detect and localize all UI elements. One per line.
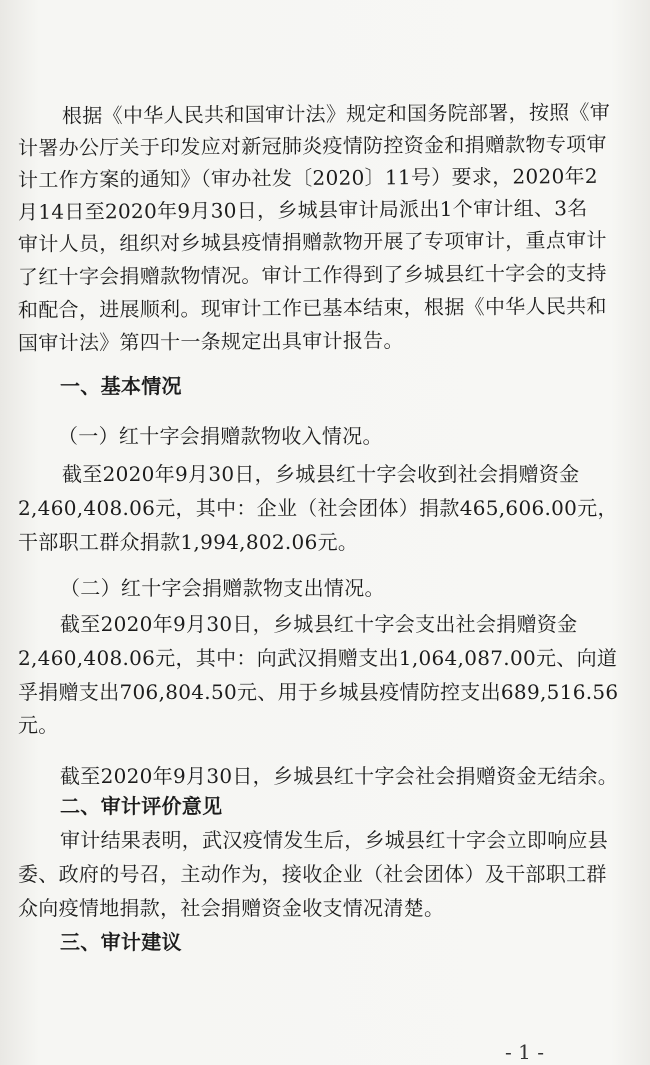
intro-line-2: 计署办公厅关于印发应对新冠肺炎疫情防控资金和捐赠款物专项审: [17, 131, 607, 160]
section1-heading: 一、基本情况: [60, 374, 182, 398]
section2-heading: 二、审计评价意见: [60, 794, 223, 818]
section1-sub2-line-2: 2,460,408.06元，其中：向武汉捐赠支出1,064,087.00元、向道: [18, 646, 618, 670]
section1-sub2-line-4: 元。: [18, 713, 59, 737]
section2-line-3: 众向疫情地捐款，社会捐赠资金收支情况清楚。: [18, 896, 445, 920]
intro-line-4: 月14日至2020年9月30日，乡城县审计局派出1个审计组、3名: [17, 195, 588, 224]
intro-line-8: 国审计法》第四十一条规定出具审计报告。: [17, 328, 404, 355]
section1-summary: 截至2020年9月30日，乡城县红十字会社会捐赠资金无结余。: [60, 764, 619, 788]
section1-sub1-line-3: 干部职工群众捐款1,994,802.06元。: [18, 530, 359, 554]
intro-line-1: 根据《中华人民共和国审计法》规定和国务院部署，按照《审: [61, 99, 611, 128]
section2-line-2: 委、政府的号召，主动作为，接收企业（社会团体）及干部职工群: [18, 862, 607, 886]
section1-sub1-line-2: 2,460,408.06元，其中：企业（社会团体）捐款465,606.00元，: [18, 496, 618, 520]
section1-sub1-heading: （一）红十字会捐赠款物收入情况。: [58, 424, 383, 448]
section1-sub2-line-3: 孚捐赠支出706,804.50元、用于乡城县疫情防控支出689,516.56: [18, 680, 619, 704]
intro-line-5: 审计人员，组织对乡城县疫情捐赠款物开展了专项审计，重点审计: [17, 227, 607, 256]
intro-line-6: 了红十字会捐赠款物情况。审计工作得到了乡城县红十字会的支持: [17, 260, 607, 289]
section1-sub1-line-1: 截至2020年9月30日，乡城县红十字会收到社会捐赠资金: [62, 462, 580, 486]
section2-line-1: 审计结果表明，武汉疫情发生后，乡城县红十字会立即响应县: [60, 828, 609, 852]
section1-sub2-line-1: 截至2020年9月30日，乡城县红十字会支出社会捐赠资金: [60, 612, 578, 636]
section1-sub2-heading: （二）红十字会捐赠款物支出情况。: [60, 576, 385, 600]
section3-heading: 三、审计建议: [60, 930, 182, 954]
intro-line-7: 和配合，进展顺利。现审计工作已基本结束，根据《中华人民共和: [17, 293, 607, 322]
page-number: - 1 -: [505, 1040, 544, 1064]
intro-line-3: 计工作方案的通知》（审办社发〔2020〕11号）要求，2020年2: [17, 163, 598, 192]
